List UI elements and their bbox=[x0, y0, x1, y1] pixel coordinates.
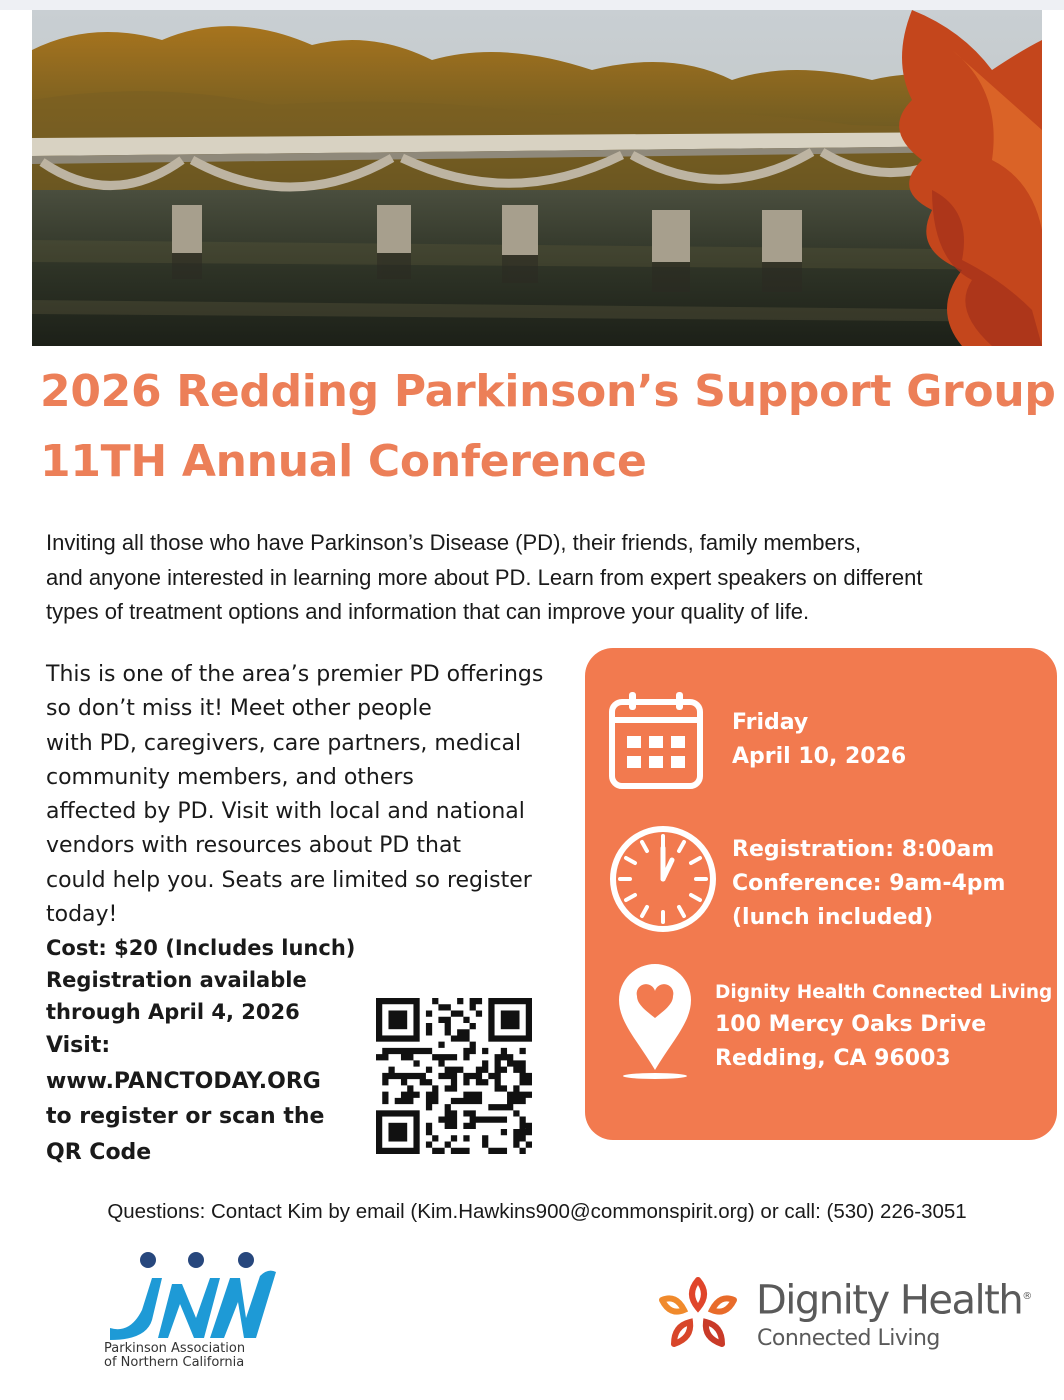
intro-line: and anyone interested in learning more about PD. Learn from expert speakers on different bbox=[46, 564, 923, 590]
pan-name-line-2: of Northern California bbox=[104, 1355, 245, 1370]
qr-finder-pattern bbox=[376, 1110, 420, 1154]
dignity-health-subtitle: Connected Living bbox=[757, 1326, 940, 1351]
qr-finder-pattern bbox=[376, 998, 420, 1042]
dignity-health-flower-icon bbox=[652, 1274, 744, 1352]
registration-url[interactable]: www.PANCTODAY.ORG bbox=[46, 1068, 321, 1094]
registered-mark: ® bbox=[1022, 1291, 1033, 1302]
pan-name bbox=[104, 1342, 245, 1370]
registration-time: Registration: 8:00am bbox=[732, 837, 995, 862]
body-line: with PD, caregivers, care partners, medical bbox=[46, 730, 522, 756]
register-instruction-line-2: QR Code bbox=[46, 1139, 152, 1165]
qr-code-graphic bbox=[376, 998, 532, 1154]
qr-code[interactable] bbox=[376, 998, 532, 1154]
bridge-photo bbox=[32, 10, 1042, 346]
top-strip bbox=[0, 0, 1064, 10]
intro-line: Inviting all those who have Parkinson’s Disease (PD), their friends, family members, bbox=[46, 530, 862, 555]
title-line-1: 2026 Redding Parkinson’s Support Group bbox=[40, 366, 1056, 417]
venue-street: 100 Mercy Oaks Drive bbox=[715, 1012, 987, 1037]
conference-time: Conference: 9am-4pm bbox=[732, 871, 1006, 896]
body-line: today! bbox=[46, 902, 118, 928]
event-times bbox=[732, 833, 1005, 935]
dignity-health-wordmark: Dignity Health bbox=[756, 1277, 1023, 1324]
body-line: This is one of the area’s premier PD offerings bbox=[46, 662, 544, 687]
dignity-health-logo-mark bbox=[652, 1274, 744, 1352]
registration-deadline-line-1: Registration available bbox=[46, 968, 307, 993]
visit-label: Visit: bbox=[46, 1033, 111, 1059]
event-details-card bbox=[585, 648, 1057, 1140]
calendar-icon bbox=[607, 690, 705, 790]
event-date-text: April 10, 2026 bbox=[732, 744, 907, 769]
event-date bbox=[732, 706, 906, 774]
clock-icon bbox=[608, 824, 718, 934]
register-instruction-line-1: to register or scan the bbox=[46, 1104, 325, 1130]
pan-logo-mark bbox=[100, 1248, 280, 1344]
registration-deadline-line-2: through April 4, 2026 bbox=[46, 1000, 300, 1025]
body-line: affected by PD. Visit with local and national bbox=[46, 799, 525, 825]
intro-line: types of treatment options and information that can improve your quality of life. bbox=[46, 599, 810, 624]
location-heart-icon bbox=[615, 960, 695, 1084]
contact-line: Questions: Contact Kim by email (Kim.Hawkins900@commonspirit.org) or call: (530) 226-3051 bbox=[107, 1200, 967, 1223]
lunch-note: (lunch included) bbox=[732, 905, 934, 930]
event-day: Friday bbox=[732, 710, 809, 735]
body-line: vendors with resources about PD that bbox=[46, 833, 462, 859]
cost-text: Cost: $20 (Includes lunch) bbox=[46, 936, 356, 961]
venue-name: Dignity Health Connected Living bbox=[715, 982, 1053, 1003]
qr-finder-pattern bbox=[488, 998, 532, 1042]
title-line-2: 11TH Annual Conference bbox=[40, 436, 647, 487]
header-photo bbox=[32, 10, 1042, 346]
body-line: so don’t miss it! Meet other people bbox=[46, 696, 432, 722]
venue-city: Redding, CA 96003 bbox=[715, 1046, 951, 1071]
body-line: could help you. Seats are limited so register bbox=[46, 867, 532, 893]
pan-name-line-1: Parkinson Association bbox=[104, 1341, 246, 1356]
dignity-health-name bbox=[756, 1274, 1032, 1323]
body-line: community members, and others bbox=[46, 764, 414, 790]
event-location bbox=[715, 978, 1052, 1076]
intro-paragraph bbox=[46, 526, 1046, 630]
